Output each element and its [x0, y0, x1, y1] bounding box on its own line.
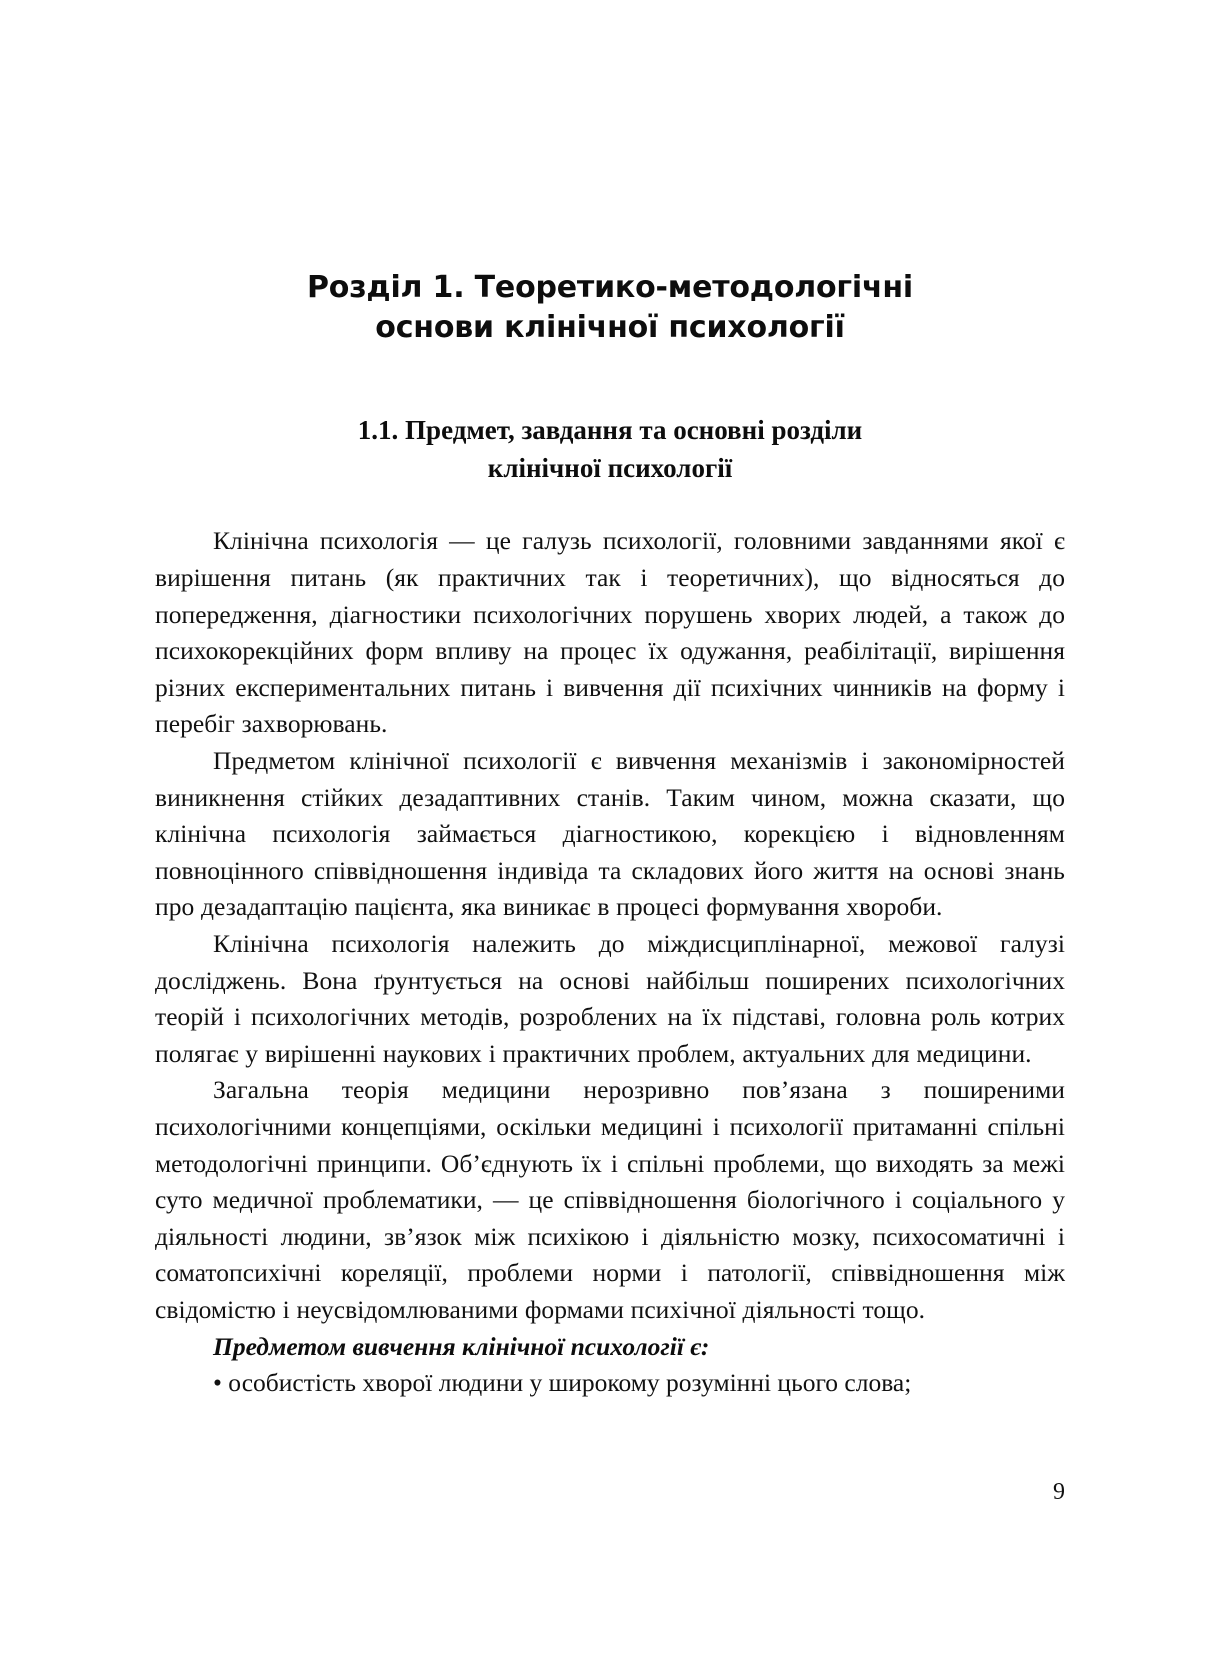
- page-content: [155, 268, 1065, 1402]
- section-title-line-1: 1.1. Предмет, завдання та основні розділи: [357, 414, 863, 445]
- paragraph: Клінічна психологія належить до міждисциплінарної, межової галузі досліджень. Вона ґрунтується на основі найбільш поширених психологічних теорій і психологічних методів, розроблених на їх підставі, головна роль котрих полягає у вирішенні наукових і практичних проблем, актуальних для медицини.: [155, 928, 1065, 1068]
- body-text: [155, 487, 1065, 1401]
- page-number: 9: [1053, 1479, 1065, 1505]
- chapter-title-line-1: Розділ 1. Теоретико-методологічні: [307, 270, 913, 305]
- lead-in-text: Предметом вивчення клінічної психології є:: [213, 1331, 710, 1361]
- section-title: [155, 348, 1065, 488]
- paragraph: Загальна теорія медицини нерозривно пов’язана з поширеними психологічними концепціями, оскільки медицині і психології притаманні спільні методологічні принципи. Об’єднують їх і спільні проблеми, що виходять за межі суто медичної проблематики, — це співвідношення біологічного і соціального у діяльності людини, зв’язок між психікою і діяльністю мозку, психосоматичні і соматопсихічні кореляції, проблеми норми і патології, співвідношення між свідомістю і неусвідомлюваними формами психічної діяльності тощо.: [155, 1075, 1065, 1324]
- chapter-title: [155, 268, 1065, 348]
- paragraph: Клінічна психологія — це галузь психології, головними завданнями якої є вирішення питань (як практичних так і теоретичних), що відносяться до попередження, діагностики психологічних порушень хворих людей, а також до психокорекційних форм впливу на процес їх одужання, реабілітації, вирішення різних експериментальних питань і вивчення дії психічних чинників на форму і перебіг захворювань.: [155, 526, 1065, 739]
- list-item: • особистість хворої людини у широкому розумінні цього слова;: [213, 1368, 912, 1398]
- section-title-line-2: клінічної психології: [487, 453, 733, 484]
- chapter-title-line-2: основи клінічної психології: [375, 309, 845, 345]
- paragraph: Предметом клінічної психології є вивчення механізмів і закономірностей виникнення стійких дезадаптивних станів. Таким чином, можна сказати, що клінічна психологія займається діагностикою, корекцією і відновленням повноцінного співвідношення індивіда та складових його життя на основі знань про дезадаптацію пацієнта, яка виникає в процесі формування хвороби.: [155, 746, 1065, 922]
